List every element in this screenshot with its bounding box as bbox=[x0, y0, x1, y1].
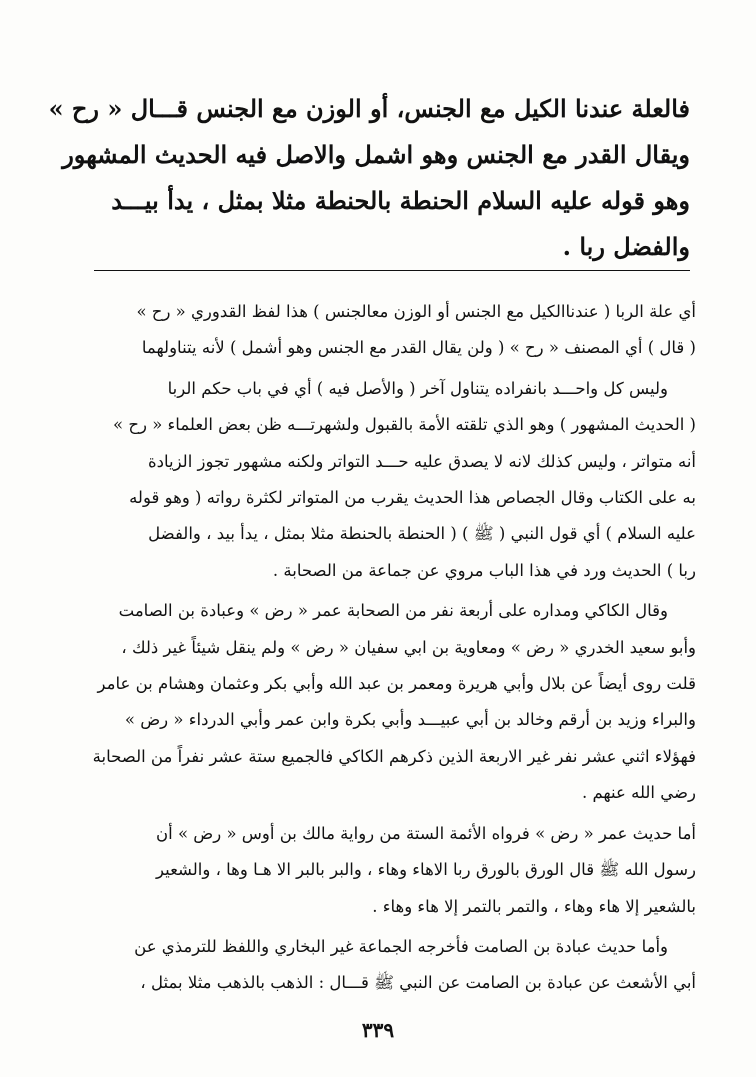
commentary-line: والبراء وزيد بن أرقم وخالد بن أبي عبيـــد وأبي بكرة وابن عمر وأبي الدرداء « رض » bbox=[124, 710, 696, 730]
commentary-line: رسول الله ﷺ قال الورق بالورق ربا الاهاء وهاء ، والبر بالبر الا هـا وها ، والشعير bbox=[156, 860, 696, 880]
commentary-line: قلت روى أيضاً عن بلال وأبي هريرة ومعمر بن عبد الله وأبي بكر وعثمان وهشام بن عامر bbox=[97, 674, 696, 694]
main-text-line: فالعلة عندنا الكيل مع الجنس، أو الوزن مع الجنس قـــال « رح » bbox=[48, 94, 690, 123]
commentary-line: ( قال ) أي المصنف « رح » ( ولن يقال القدر مع الجنس وهو أشمل ) لأنه يتناولهما bbox=[141, 338, 696, 358]
commentary-line: أبي الأشعث عن عبادة بن الصامت عن النبي ﷺ قـــال : الذهب بالذهب مثلا بمثل ، bbox=[140, 973, 696, 993]
commentary bbox=[60, 294, 696, 1002]
commentary-line: ( الحديث المشهور ) وهو الذي تلقته الأمة بالقبول ولشهرتـــه ظن بعض العلماء « رح » bbox=[113, 415, 696, 435]
commentary-paragraph-5 bbox=[60, 929, 696, 1002]
main-text bbox=[48, 86, 690, 270]
main-text-line: ويقال القدر مع الجنس وهو اشمل والاصل فيه الحديث المشهور bbox=[62, 140, 690, 169]
commentary-line: رضي الله عنهم . bbox=[581, 783, 696, 803]
commentary-line: أنه متواتر ، وليس كذلك لانه لا يصدق عليه حـــد التواتر ولكنه مشهور تجوز الزيادة bbox=[147, 451, 696, 471]
commentary-paragraph-4 bbox=[60, 816, 696, 925]
commentary-line: وأبو سعيد الخدري « رض » ومعاوية بن ابي سفيان « رض » ولم ينقل شيئاً غير ذلك ، bbox=[121, 637, 696, 657]
commentary-line: ربا ) الحديث ورد في هذا الباب مروي عن جماعة من الصحابة . bbox=[272, 560, 696, 580]
separator-rule bbox=[94, 270, 690, 271]
commentary-paragraph-2 bbox=[60, 371, 696, 589]
page-number: ٣٣٩ bbox=[361, 1018, 395, 1042]
commentary-line: عليه السلام ) أي قول النبي ( ﷺ ) ( الحنطة بالحنطة مثلا بمثل ، يدأ بيد ، والفضل bbox=[148, 524, 696, 544]
commentary-line: به على الكتاب وقال الجصاص هذا الحديث يقرب من المتواتر لكثرة رواته ( وهو قوله bbox=[129, 488, 696, 508]
commentary-paragraph-3 bbox=[60, 593, 696, 811]
commentary-line: وأما حديث عبادة بن الصامت فأخرجه الجماعة غير البخاري واللفظ للترمذي عن bbox=[134, 936, 668, 956]
commentary-line: وليس كل واحـــد بانفراده يتناول آخر ( والأصل فيه ) أي في باب حكم الربا bbox=[167, 378, 668, 398]
main-text-line: والفضل ربا . bbox=[562, 232, 690, 261]
commentary-line: أي علة الربا ( عندناالكيل مع الجنس أو الوزن معالجنس ) هذا لفظ القدوري « رح » bbox=[136, 302, 696, 321]
commentary-line: فهؤلاء اثني عشر نفر غير الاربعة الذين ذكرهم الكاكي فالجميع ستة عشر نفراً من الصحابة bbox=[92, 746, 696, 766]
commentary-paragraph-1 bbox=[60, 294, 696, 367]
commentary-line: وقال الكاكي ومداره على أربعة نفر من الصحابة عمر « رض » وعبادة بن الصامت bbox=[118, 601, 668, 621]
commentary-line: أما حديث عمر « رض » فرواه الأئمة الستة من رواية مالك بن أوس « رض » أن bbox=[156, 823, 696, 843]
commentary-line: بالشعير إلا هاء وهاء ، والتمر بالتمر إلا هاء وهاء . bbox=[372, 896, 696, 916]
main-text-line: وهو قوله عليه السلام الحنطة بالحنطة مثلا بمثل ، يدأ بيـــد bbox=[111, 186, 690, 215]
